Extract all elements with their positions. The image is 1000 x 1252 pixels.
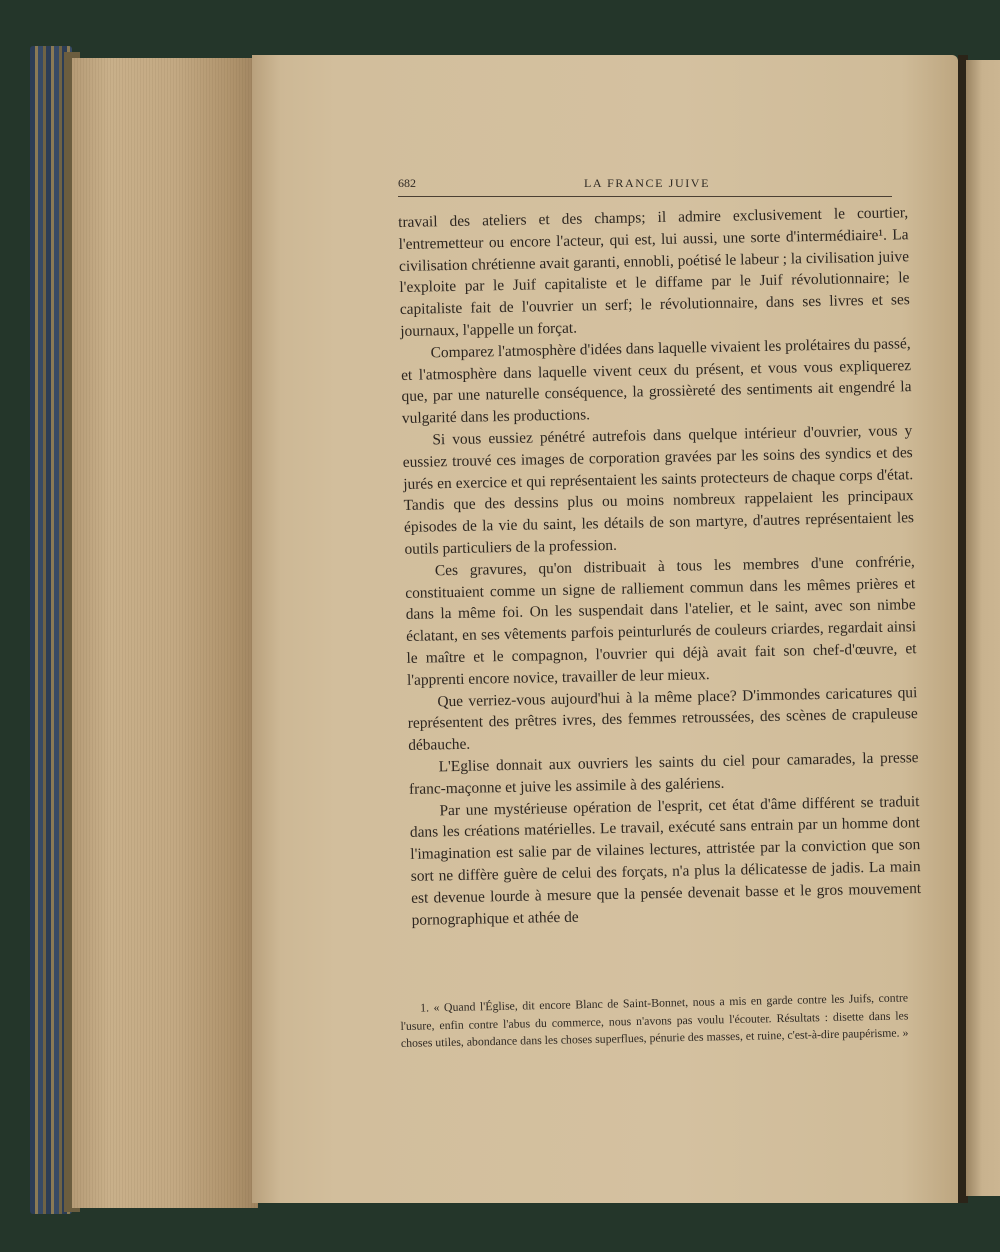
facing-page-edge xyxy=(966,60,1000,1196)
page-block-lines xyxy=(72,58,258,1208)
paragraph: Que verriez-vous aujourd'hui à la même place? D'immondes caricatures qui représentent des prêtres ivres, des femmes retroussées, des scènes de crapuleuse débauche. xyxy=(407,683,918,755)
paragraph: Par une mystérieuse opération de l'esprit, cet état d'âme différent se traduit dans les créations matérielles. Le travail, exécuté sans entrain par un homme dont l'imagination est salie par de vilaines lectures, attristée par la conviction que son sort ne diffère guère de celui des forçats, n'a plus la délicatesse de jadis. La main est devenue lourde à mesure que la pensée devenait basse et le gros mouvement pornographique et athée de xyxy=(409,792,922,929)
running-title: LA FRANCE JUIVE xyxy=(584,176,711,190)
paragraph: Si vous eussiez pénétré autrefois dans quelque intérieur d'ouvrier, vous y eussiez trouvé ces images de corporation gravées par les soins des syndics et des jurés en exercice et qui représentaient les saints protecteurs de chaque corps d'état. Tandis que des dessins plus ou moins nombreux rappelaient les principaux épisodes de la vie du saint, les détails de son martyre, d'autres représentaient les outils particuliers de la profession. xyxy=(402,422,915,558)
footnote: 1. « Quand l'Église, dit encore Blanc de Saint-Bonnet, nous a mis en garde contre les Juifs, contre l'usure, enfin contre l'abus du commerce, nous n'avons pas voulu l'écouter. Résultats : disette dans les choses utiles, abondance dans les choses superflues, pénurie des masses, et ruine, c'est-à-dire paupérisme. » xyxy=(400,990,909,1051)
paragraph: Ces gravures, qu'on distribuait à tous les membres d'une confrérie, constituaient comme un signe de ralliement commun dans les mêmes prières et dans la même foi. On les suspendait dans l'atelier, et le saint, avec son nimbe éclatant, en ses vêtements parfois peinturlurés de couleurs criardes, regardait ainsi le maître et le compagnon, l'ouvrier qui déjà avait fait son chef-d'œuvre, et l'apprenti encore novice, travailler de leur mieux. xyxy=(405,552,917,689)
page-number: 682 xyxy=(398,176,416,190)
page-header xyxy=(398,176,892,197)
paragraph: travail des ateliers et des champs; il admire exclusivement le courtier, l'entremetteur ou encore l'acteur, qui est, lui aussi, une sorte d'intermédiaire¹. La civilisation chrétienne avait garanti, ennobli, poétisé le labeur ; la civilisation juive l'exploite par le Juif capitaliste et le diffame par le Juif révolutionnaire; le capitaliste fait de l'ouvrier un serf; le révolutionnaire, dans ses livres et ses journaux, l'appelle un forçat. xyxy=(398,204,910,340)
paragraph: L'Eglise donnait aux ouvriers les saints du ciel pour camarades, la presse franc-maçonne et juive les assimile à des galériens. xyxy=(408,749,919,798)
paragraph: Comparez l'atmosphère d'idées dans laquelle vivaient les prolétaires du passé, et l'atmosphère dans laquelle vivent ceux du présent, et vous vous expliquerez que, par une naturelle conséquence, la grossièreté des sentiments ait engendré la vulgarité dans les productions. xyxy=(400,334,912,428)
body-text xyxy=(398,202,922,931)
